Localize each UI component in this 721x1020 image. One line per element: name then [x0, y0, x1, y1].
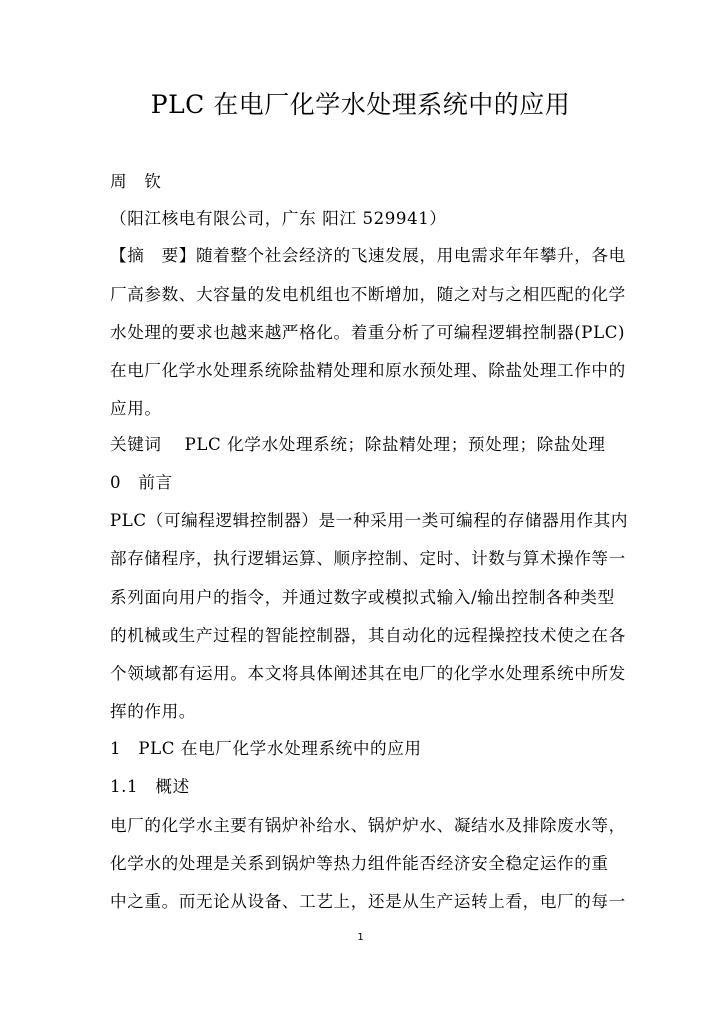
- paragraph-line: 电厂的化学水主要有锅炉补给水、锅炉炉水、凝结水及排除废水等，: [110, 816, 626, 835]
- paragraph-line: 挥的作用。: [110, 702, 196, 721]
- section-heading-preface: 0 前言: [110, 473, 173, 492]
- paragraph-line: 中之重。而无论从设备、工艺上，还是从生产运转上看，电厂的每一: [110, 892, 626, 911]
- page-number: 1: [357, 932, 364, 943]
- keywords: 关键词 PLC 化学水处理系统；除盐精处理；预处理；除盐处理: [110, 435, 606, 454]
- paragraph-line: PLC（可编程逻辑控制器）是一种采用一类可编程的存储器用作其内: [110, 511, 629, 530]
- abstract-line: 应用。: [110, 399, 162, 418]
- author-name: 周 钦: [110, 172, 162, 191]
- section-heading-1: 1 PLC 在电厂化学水处理系统中的应用: [110, 739, 422, 758]
- abstract-line: 厂高参数、大容量的发电机组也不断增加，随之对与之相匹配的化学: [110, 285, 626, 304]
- paragraph-line: 的机械或生产过程的智能控制器，其自动化的远程操控技术使之在各: [110, 626, 626, 645]
- paragraph-line: 个领域都有运用。本文将具体阐述其在电厂的化学水处理系统中所发: [110, 664, 626, 683]
- section-heading-1-1: 1.1 概述: [110, 777, 190, 796]
- abstract-line: 【摘 要】随着整个社会经济的飞速发展，用电需求年年攀升，各电: [110, 246, 626, 265]
- author-affiliation: （阳江核电有限公司，广东 阳江 529941）: [110, 209, 447, 228]
- paragraph-line: 系列面向用户的指令，并通过数字或模拟式输入/输出控制各种类型: [110, 588, 615, 607]
- paragraph-line: 化学水的处理是关系到锅炉等热力组件能否经济安全稳定运作的重: [110, 854, 609, 873]
- document-title: PLC 在电厂化学水处理系统中的应用: [150, 90, 571, 119]
- paragraph-line: 部存储程序，执行逻辑运算、顺序控制、定时、计数与算术操作等一: [110, 549, 626, 568]
- abstract-line: 在电厂化学水处理系统除盐精处理和原水预处理、除盐处理工作中的: [110, 361, 626, 380]
- abstract-line: 水处理的要求也越来越严格化。着重分析了可编程逻辑控制器(PLC): [110, 323, 626, 342]
